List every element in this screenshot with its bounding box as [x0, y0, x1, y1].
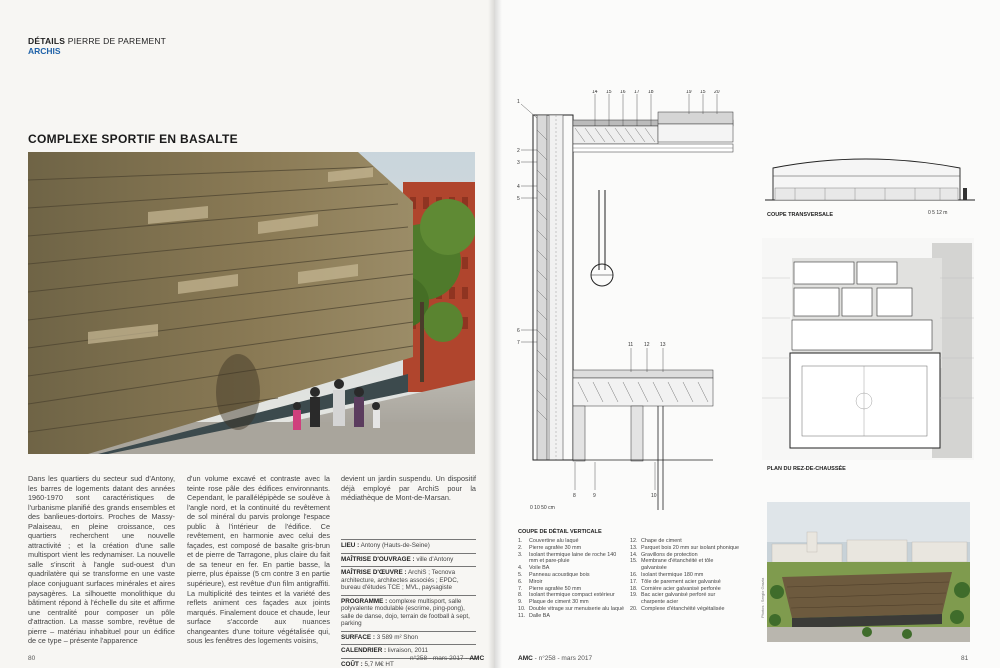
legend-item: 2. Pierre agrafée 30 mm — [518, 544, 582, 551]
info-row: CALENDRIER : livraison, 2011 — [341, 644, 476, 658]
info-row: LIEU : Antony (Hauts-de-Seine) — [341, 539, 476, 553]
legend-item: 14. Gravillons de protection — [630, 551, 698, 558]
aerial-photo — [767, 502, 970, 642]
detail-scale-bar: 0 10 50 cm — [530, 505, 555, 511]
svg-text:2: 2 — [517, 148, 520, 154]
svg-text:15: 15 — [700, 90, 706, 95]
legend-item: 5. Panneau acoustique bois — [518, 571, 590, 578]
legend-column-2 — [630, 538, 740, 613]
legend-item: 7. Pierre agrafée 50 mm — [518, 585, 582, 592]
legend-item: 1. Couvertine alu laqué — [518, 538, 579, 544]
info-row: MAÎTRISE D'ŒUVRE : ArchiS ; Tecnova architecture, architectes associés ; EPDC, bureau d'études TCE ; MVL, paysagiste — [341, 566, 476, 595]
cross-section-label: COUPE TRANSVERSALE — [767, 212, 834, 218]
svg-text:16: 16 — [620, 90, 626, 95]
legend-title: COUPE DE DÉTAIL VERTICALE — [518, 529, 602, 535]
section-kicker — [28, 36, 166, 46]
page-number-right: 81 — [961, 655, 969, 662]
svg-text:11: 11 — [628, 342, 634, 348]
page-gutter — [488, 0, 502, 668]
section-topic: PIERRE DE PAREMENT — [67, 36, 167, 46]
legend-item: 13. Parquet bois 20 mm sur isolant phonique — [630, 544, 739, 551]
rubric-label: ARCHIS — [28, 46, 61, 56]
issue-line-left: n°258 - mars 2017 - AMC — [410, 655, 485, 662]
svg-text:15: 15 — [606, 90, 612, 95]
section-label: DÉTAILS — [28, 36, 66, 46]
body-text-column-1: Dans les quartiers du secteur sud d'Antony, les barres de logements datant des années 1960-1970 sont caractéristiques de l'urbanisme planifié des grands ensembles et des banlieues-dortoirs. Proches de Massy-Palaiseau, en pleine croissance, ces quartiers recherchent une nouvelle attractivité ; et la création d'une salle multisport vient les redynamiser. La nouvelle salle s'inscrit à l'angle sud-ouest d'un quadrilatère qui se transforme en une vaste place conjuguant surfaces minérales et aires paysagères. La silhouette monolithique du bâtiment répond à l'échelle du site et affirme une centralité pour composer un pôle d'attraction. La masse sombre, revêtue de pierre – matériau inhabituel pour un édifice de ce type – présente l'apparence — [28, 474, 175, 646]
legend-item: 17. Tôle de parement acier galvanisé — [630, 578, 721, 585]
info-row: MAÎTRISE D'OUVRAGE : ville d'Antony — [341, 553, 476, 567]
svg-text:6: 6 — [517, 328, 520, 334]
svg-text:10: 10 — [651, 493, 657, 499]
legend-item: 20. Complexe d'étanchéité végétalisée — [630, 605, 725, 612]
legend-item: 6. Miroir — [518, 578, 543, 585]
legend-column-1 — [518, 538, 626, 620]
svg-text:17: 17 — [634, 90, 640, 95]
legend-item: 18. Cornière acier galvanisé perforée — [630, 585, 721, 592]
svg-text:19: 19 — [686, 90, 692, 95]
legend-item: 3. Isolant thermique laine de roche 140 mm et pare-pluie — [518, 551, 617, 565]
info-row: PROGRAMME : complexe multisport, salle polyvalente modulable (escrime, ping-pong), salle de danse, dojo, terrain de football à sept, parking — [341, 595, 476, 631]
cross-section-drawing — [765, 148, 975, 218]
info-row: SURFACE : 3 589 m² Shon — [341, 631, 476, 645]
photo-credit: Photos : Sergio Grazia — [760, 577, 765, 618]
page-number-left: 80 — [28, 655, 36, 662]
info-row: COÛT : 5,7 M€ HT — [341, 658, 476, 668]
svg-text:4: 4 — [517, 184, 520, 190]
ground-floor-plan — [762, 238, 974, 460]
legend-item: 12. Chape de ciment — [630, 538, 682, 544]
ground-floor-plan-label: PLAN DU REZ-DE-CHAUSSÉE — [767, 466, 846, 472]
svg-text:12: 12 — [644, 342, 650, 348]
svg-text:8: 8 — [573, 493, 576, 499]
project-info-box — [341, 539, 476, 668]
legend-item: 16. Isolant thermique 180 mm — [630, 571, 704, 578]
svg-text:20: 20 — [714, 90, 720, 95]
article-title: COMPLEXE SPORTIF EN BASALTE — [28, 132, 238, 146]
svg-text:1: 1 — [517, 99, 520, 105]
legend-item: 10. Double vitrage sur menuiserie alu laqué — [518, 605, 624, 612]
body-text-column-2: d'un volume excavé et contraste avec la teinte rose pâle des édifices environnants. Cependant, le parallélépipède se soulève à l'angle nord, et la continuité du revêtement de sol minéral du parvis prolonge l'espace public à l'intérieur de l'édifice. Ce revêtement, en harmonie avec celui des façades, est composé de basalte gris-brun et de pierre de Tarragone, plus claire du fait de sa teneur en fer. En partie basse, la pierre, plus épaisse (5 cm contre 3 en partie supérieure), est revêtue d'un film antigraffiti. La multiplicité des teintes et la variété des reflets animent ces façades aux joints marqués. Finalement douce et chaude, leur surface s'accorde aux nuances changeantes d'une toiture végétalisée qui, sous les fenêtres des logements voisins, — [187, 474, 330, 646]
legend-item: 8. Isolant thermique compact extérieur — [518, 592, 615, 599]
legend-item: 15. Membrane d'étanchéité et tôle galvanisée — [630, 558, 714, 572]
issue-line-right: AMC - n°258 - mars 2017 — [518, 655, 593, 662]
legend-item: 11. Dalle BA — [518, 612, 550, 619]
building-photo — [28, 152, 475, 454]
svg-text:9: 9 — [593, 493, 596, 499]
legend-item: 19. Bac acier galvanisé perforé sur charpente acier — [630, 592, 716, 606]
svg-text:3: 3 — [517, 160, 520, 166]
svg-text:14: 14 — [592, 90, 598, 95]
vertical-detail-section-drawing — [513, 90, 735, 515]
legend-item: 9. Plaque de ciment 30 mm — [518, 599, 589, 606]
svg-text:5: 5 — [517, 196, 520, 202]
svg-text:18: 18 — [648, 90, 654, 95]
legend-item: 4. Voile BA — [518, 565, 550, 572]
svg-text:13: 13 — [660, 342, 666, 348]
svg-text:7: 7 — [517, 340, 520, 346]
body-text-column-3: devient un jardin suspendu. Un dispositif déjà employé par ArchiS pour la médiathèque de Mont-de-Marsan. — [341, 474, 476, 503]
cross-section-scale: 0 5 12 m — [928, 210, 948, 216]
